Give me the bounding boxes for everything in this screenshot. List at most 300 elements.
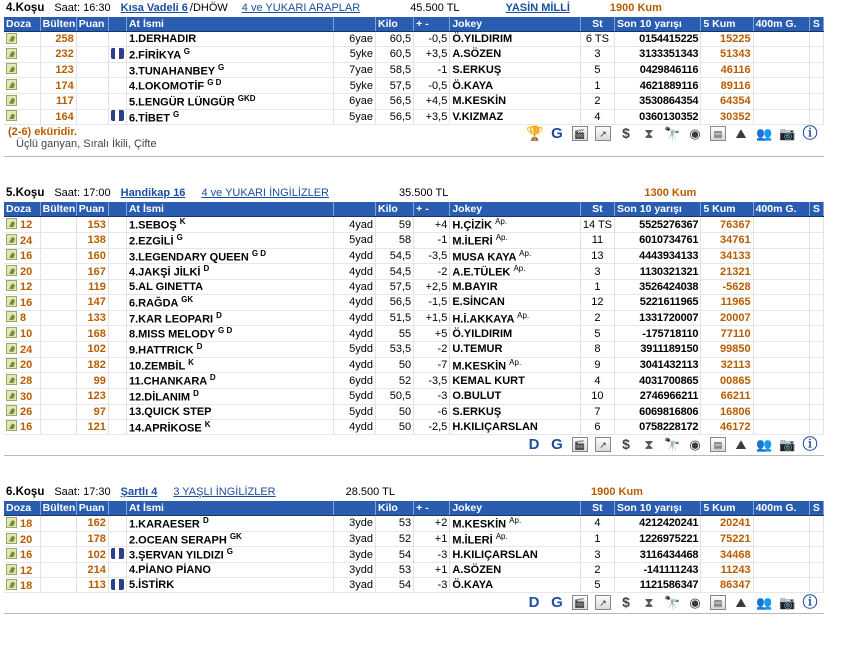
cell-jockey[interactable]: O.BULUT xyxy=(450,388,581,404)
tool-icon-row xyxy=(4,593,824,613)
cell-400m xyxy=(753,388,809,404)
cell-jockey[interactable]: M.İLERİ $^{Ap.}$ xyxy=(450,531,581,547)
cell-5kum: 34761 xyxy=(701,232,753,248)
cell-diff: -3 xyxy=(414,578,450,593)
cell-diff: +3,5 xyxy=(414,47,450,63)
table-row[interactable] xyxy=(4,578,824,593)
cell-jockey[interactable]: H.ÇİZİK $^{Ap.}$ xyxy=(450,217,581,233)
column-header[interactable]: + - xyxy=(414,202,450,217)
column-header[interactable]: Puan xyxy=(76,17,108,32)
horse-icon xyxy=(6,79,17,90)
cell-doza xyxy=(4,93,40,109)
d-icon[interactable]: D xyxy=(528,594,540,612)
table-row[interactable] xyxy=(4,264,824,280)
calculator-icon[interactable]: ▤ xyxy=(710,437,726,452)
dollar-icon[interactable]: $ xyxy=(622,594,630,611)
column-header[interactable]: Jokey xyxy=(450,501,581,516)
cell-silk xyxy=(108,531,126,547)
cell-puan: 178 xyxy=(76,531,108,547)
cell-silk xyxy=(108,93,126,109)
column-header[interactable]: At İsmi xyxy=(126,501,333,516)
horse-icon xyxy=(6,249,17,260)
cell-400m xyxy=(753,516,809,532)
cell-horse-name[interactable]: 9.HATTRICK $^D$ xyxy=(126,341,333,357)
cell-silk xyxy=(108,404,126,419)
race-note-secondary: Üçlü ganyan, Sıralı İkili, Çifte xyxy=(16,138,157,151)
column-header[interactable]: 5 Kum xyxy=(701,501,753,516)
table-row[interactable] xyxy=(4,388,824,404)
cell-silk xyxy=(108,357,126,373)
cell-puan: 97 xyxy=(76,404,108,419)
column-header[interactable]: Bülten xyxy=(40,501,76,516)
cell-start: 3 xyxy=(580,547,614,563)
cell-horse-name[interactable]: 5.LENGÜR LÜNGÜR $^{GKD}$ xyxy=(126,93,333,109)
table-row[interactable] xyxy=(4,373,824,389)
column-header[interactable]: 5 Kum xyxy=(701,202,753,217)
camera-icon[interactable]: 📷 xyxy=(779,595,796,611)
cell-horse-name[interactable]: 5.AL GINETTA xyxy=(126,279,333,294)
expand-icon[interactable]: ↗ xyxy=(595,437,611,452)
column-header[interactable]: At İsmi xyxy=(126,17,333,32)
cell-last10: 0758228172 xyxy=(615,419,701,435)
cell-5kum: 76367 xyxy=(701,217,753,233)
cell-puan: 138 xyxy=(76,232,108,248)
cell-last10: 1121586347 xyxy=(615,578,701,593)
dollar-icon[interactable]: $ xyxy=(622,125,630,142)
binocular-icon[interactable]: 🔭 xyxy=(664,437,681,453)
camera-icon[interactable]: 📷 xyxy=(779,437,796,453)
cell-horse-name[interactable]: 6.RAĞDA $^{GK}$ xyxy=(126,294,333,310)
column-header[interactable]: Son 10 yarışı xyxy=(615,202,701,217)
race-time: Saat: 16:30 xyxy=(54,2,111,14)
race-type-link[interactable]: Şartlı 4 xyxy=(120,486,158,499)
cell-jockey[interactable]: M.KESKİN $^{Ap.}$ xyxy=(450,357,581,373)
cell-silk xyxy=(108,62,126,78)
cell-age: 4ydd xyxy=(333,248,375,264)
table-row[interactable] xyxy=(4,62,824,78)
column-header[interactable] xyxy=(108,17,126,32)
cell-bulten xyxy=(40,279,76,294)
cell-horse-name[interactable]: 11.CHANKARA $^D$ xyxy=(126,373,333,389)
cell-doza: 24 xyxy=(4,341,40,357)
cell-bulten: 123 xyxy=(40,62,76,78)
video-icon[interactable]: 🎬 xyxy=(572,595,588,610)
column-header[interactable]: Son 10 yarışı xyxy=(615,501,701,516)
divider xyxy=(4,613,824,614)
horse-icon xyxy=(6,405,17,416)
column-header[interactable]: Son 10 yarışı xyxy=(615,17,701,32)
cell-bulten: 232 xyxy=(40,47,76,63)
cell-last10: 5525276367 xyxy=(615,217,701,233)
cell-doza xyxy=(4,32,40,47)
column-header[interactable] xyxy=(108,501,126,516)
cell-age: 6yae xyxy=(333,93,375,109)
google-icon[interactable]: G xyxy=(551,594,563,612)
table-row[interactable] xyxy=(4,93,824,109)
cell-400m xyxy=(753,419,809,435)
table-row[interactable] xyxy=(4,248,824,264)
cell-5kum: 46172 xyxy=(701,419,753,435)
race-distance: 1300 Kum xyxy=(644,187,697,200)
cell-horse-name[interactable]: 4.LOKOMOTİF $^{G D}$ xyxy=(126,78,333,94)
cell-jockey[interactable]: Ö.YILDIRIM xyxy=(450,326,581,342)
cell-age: 5ydd xyxy=(333,388,375,404)
cell-horse-name[interactable]: 10.ZEMBİL $^K$ xyxy=(126,357,333,373)
cell-jockey[interactable]: S.ERKUŞ xyxy=(450,62,581,78)
google-icon[interactable]: G xyxy=(551,436,563,454)
race-group-link[interactable]: 4 ve YUKARI İNGİLİZLER xyxy=(201,187,330,200)
cell-horse-name[interactable]: 4.PİANO PİANO xyxy=(126,563,333,578)
google-icon[interactable]: G xyxy=(551,125,563,143)
expand-icon[interactable]: ↗ xyxy=(595,595,611,610)
column-header[interactable]: S xyxy=(809,501,823,516)
column-header[interactable]: St xyxy=(580,501,614,516)
cell-weight: 56,5 xyxy=(376,294,414,310)
cell-puan xyxy=(76,93,108,109)
table-row[interactable] xyxy=(4,232,824,248)
binocular-icon[interactable]: 🔭 xyxy=(664,595,681,611)
horse-icon xyxy=(6,343,17,354)
people-icon[interactable]: 👥 xyxy=(756,126,773,142)
table-row[interactable] xyxy=(4,326,824,342)
cell-horse-name[interactable]: 1.SEBOŞ $^K$ xyxy=(126,217,333,233)
cell-weight: 58 xyxy=(376,232,414,248)
cell-5kum: 89116 xyxy=(701,78,753,94)
cell-weight: 55 xyxy=(376,326,414,342)
video-icon[interactable]: 🎬 xyxy=(572,437,588,452)
cell-horse-name[interactable]: 12.DİLANIM $^D$ xyxy=(126,388,333,404)
cell-silk xyxy=(108,47,126,63)
cell-bulten xyxy=(40,419,76,435)
wheel-icon[interactable]: ◉ xyxy=(689,437,701,453)
horse-icon xyxy=(6,265,17,276)
cell-horse-name[interactable]: 1.DERHADIR xyxy=(126,32,333,47)
cell-doza xyxy=(4,47,40,63)
table-row[interactable] xyxy=(4,47,824,63)
horse-icon xyxy=(6,390,17,401)
info-icon[interactable]: ⓘ xyxy=(802,594,818,612)
race-spacer xyxy=(0,157,854,185)
column-header[interactable] xyxy=(108,202,126,217)
cell-jockey[interactable]: S.ERKUŞ xyxy=(450,404,581,419)
cell-jockey[interactable]: Ö.KAYA xyxy=(450,578,581,593)
table-row[interactable] xyxy=(4,563,824,578)
cell-horse-name[interactable]: 14.APRİKOSE $^K$ xyxy=(126,419,333,435)
cell-start: 5 xyxy=(580,326,614,342)
cell-5kum: 11965 xyxy=(701,294,753,310)
cell-last10: 5221611965 xyxy=(615,294,701,310)
cell-jockey[interactable]: MUSA KAYA $^{Ap.}$ xyxy=(450,248,581,264)
cell-puan xyxy=(76,47,108,63)
d-icon[interactable]: D xyxy=(528,436,540,454)
cell-weight: 53,5 xyxy=(376,341,414,357)
column-header[interactable] xyxy=(333,501,375,516)
race-name: 4.Koşu xyxy=(6,2,45,14)
cell-doza: 12 xyxy=(4,563,40,578)
cell-s xyxy=(809,232,823,248)
expand-icon[interactable]: ↗ xyxy=(595,126,611,141)
cell-horse-name[interactable]: 2.FİRİKYA $^G$ xyxy=(126,47,333,63)
hourglass-icon[interactable]: ⧗ xyxy=(644,126,654,142)
cell-jockey[interactable]: H.KILIÇARSLAN xyxy=(450,419,581,435)
cell-age: 5ydd xyxy=(333,404,375,419)
cell-jockey[interactable]: M.BAYIR xyxy=(450,279,581,294)
cell-start: 2 xyxy=(580,93,614,109)
cell-5kum: 11243 xyxy=(701,563,753,578)
cell-jockey[interactable]: U.TEMUR xyxy=(450,341,581,357)
column-header[interactable]: + - xyxy=(414,501,450,516)
column-header[interactable]: Kilo xyxy=(376,202,414,217)
cell-last10: 3041432113 xyxy=(615,357,701,373)
cell-start: 6 TS xyxy=(580,32,614,47)
cell-horse-name[interactable]: 7.KAR LEOPARI $^D$ xyxy=(126,310,333,326)
column-header[interactable]: Kilo xyxy=(376,17,414,32)
race-group-link[interactable]: 3 YAŞLI İNGİLİZLER xyxy=(173,486,276,499)
cell-age: 5yae xyxy=(333,109,375,125)
cell-weight: 56,5 xyxy=(376,109,414,125)
dollar-icon[interactable]: $ xyxy=(622,436,630,453)
cell-s xyxy=(809,373,823,389)
column-header[interactable]: 5 Kum xyxy=(701,17,753,32)
column-header[interactable]: S xyxy=(809,202,823,217)
table-row[interactable] xyxy=(4,404,824,419)
cell-age: 3yde xyxy=(333,547,375,563)
table-row[interactable] xyxy=(4,419,824,435)
hourglass-icon[interactable]: ⧗ xyxy=(644,437,654,453)
race-type-link[interactable]: Handikap 16 xyxy=(120,187,186,200)
race-type-link[interactable]: Kısa Vadeli 6 xyxy=(120,2,188,14)
hourglass-icon[interactable]: ⧗ xyxy=(644,595,654,611)
column-header[interactable]: Puan xyxy=(76,501,108,516)
cell-horse-name[interactable]: 6.TİBET $^G$ xyxy=(126,109,333,125)
cell-age: 5ydd xyxy=(333,341,375,357)
cell-s xyxy=(809,341,823,357)
video-icon[interactable]: 🎬 xyxy=(572,126,588,141)
cell-age: 5yad xyxy=(333,232,375,248)
table-row[interactable] xyxy=(4,341,824,357)
column-header[interactable]: + - xyxy=(414,17,450,32)
cell-s xyxy=(809,294,823,310)
table-row[interactable] xyxy=(4,547,824,563)
horse-icon xyxy=(6,548,17,559)
cell-doza: 20 xyxy=(4,264,40,280)
cell-jockey[interactable]: M.KESKİN xyxy=(450,93,581,109)
cell-diff: -3 xyxy=(414,388,450,404)
cell-diff: +3,5 xyxy=(414,109,450,125)
column-header[interactable]: St xyxy=(580,202,614,217)
cell-jockey[interactable]: H.KILIÇARSLAN xyxy=(450,547,581,563)
cell-jockey[interactable]: V.KIZMAZ xyxy=(450,109,581,125)
cell-jockey[interactable]: Ö.KAYA xyxy=(450,78,581,94)
cell-puan: 133 xyxy=(76,310,108,326)
column-header[interactable]: Jokey xyxy=(450,202,581,217)
column-header[interactable]: Bülten xyxy=(40,17,76,32)
horse-icon xyxy=(6,564,17,575)
cell-puan: 160 xyxy=(76,248,108,264)
table-row[interactable] xyxy=(4,531,824,547)
column-header[interactable]: Kilo xyxy=(376,501,414,516)
cell-age: 4yad xyxy=(333,217,375,233)
column-header[interactable]: At İsmi xyxy=(126,202,333,217)
cell-horse-name[interactable]: 8.MISS MELODY $^{G D}$ xyxy=(126,326,333,342)
cell-last10: 3526424038 xyxy=(615,279,701,294)
cell-400m xyxy=(753,294,809,310)
cell-5kum: 34468 xyxy=(701,547,753,563)
cell-horse-name[interactable]: 2.EZGİLİ $^G$ xyxy=(126,232,333,248)
column-header[interactable]: Bülten xyxy=(40,202,76,217)
cell-diff: +4 xyxy=(414,217,450,233)
race-header xyxy=(4,0,824,17)
column-header[interactable]: 400m G. xyxy=(753,501,809,516)
cell-s xyxy=(809,310,823,326)
race-time: Saat: 17:30 xyxy=(54,486,111,499)
cell-start: 9 xyxy=(580,357,614,373)
cell-age: 6ydd xyxy=(333,373,375,389)
cell-start: 4 xyxy=(580,373,614,389)
people-icon[interactable]: 👥 xyxy=(756,437,773,453)
cell-bulten: 164 xyxy=(40,109,76,125)
column-header[interactable]: 400m G. xyxy=(753,17,809,32)
cell-5kum: 75221 xyxy=(701,531,753,547)
cell-jockey[interactable]: M.İLERİ $^{Ap.}$ xyxy=(450,232,581,248)
column-header[interactable]: St xyxy=(580,17,614,32)
column-header[interactable]: 400m G. xyxy=(753,202,809,217)
race-dhow: /DHÖW xyxy=(189,2,228,14)
cell-silk xyxy=(108,388,126,404)
cell-jockey[interactable]: KEMAL KURT xyxy=(450,373,581,389)
cell-s xyxy=(809,578,823,593)
cell-doza: 16 xyxy=(4,547,40,563)
race-group-link[interactable]: 4 ve YUKARI ARAPLAR xyxy=(241,2,361,14)
cell-s xyxy=(809,62,823,78)
cell-age: 4ydd xyxy=(333,419,375,435)
cell-diff: -1 xyxy=(414,62,450,78)
cell-s xyxy=(809,547,823,563)
cell-silk xyxy=(108,109,126,125)
cell-jockey[interactable]: A.E.TÜLEK $^{Ap.}$ xyxy=(450,264,581,280)
cell-weight: 50 xyxy=(376,419,414,435)
cell-weight: 57,5 xyxy=(376,78,414,94)
cell-horse-name[interactable]: 5.İSTİRK xyxy=(126,578,333,593)
cell-diff: +2 xyxy=(414,516,450,532)
cell-puan: 121 xyxy=(76,419,108,435)
column-header[interactable]: Jokey xyxy=(450,17,581,32)
column-header[interactable]: S xyxy=(809,17,823,32)
cell-5kum: -5628 xyxy=(701,279,753,294)
calculator-icon[interactable]: ▤ xyxy=(710,595,726,610)
wheel-icon[interactable]: ◉ xyxy=(689,595,701,611)
runners-table xyxy=(4,202,824,435)
column-header[interactable]: Doza xyxy=(4,17,40,32)
binocular-icon[interactable]: 🔭 xyxy=(664,126,681,142)
cell-horse-name[interactable]: 3.LEGENDARY QUEEN $^{G D}$ xyxy=(126,248,333,264)
cell-horse-name[interactable]: 13.QUICK STEP xyxy=(126,404,333,419)
cell-weight: 50 xyxy=(376,357,414,373)
cell-diff: -1,5 xyxy=(414,294,450,310)
table-row[interactable] xyxy=(4,357,824,373)
cell-bulten xyxy=(40,547,76,563)
cell-puan xyxy=(76,109,108,125)
table-row[interactable] xyxy=(4,279,824,294)
cell-silk xyxy=(108,32,126,47)
cell-5kum: 77110 xyxy=(701,326,753,342)
column-header[interactable] xyxy=(333,17,375,32)
cell-horse-name[interactable]: 1.KARAESER $^D$ xyxy=(126,516,333,532)
calculator-icon[interactable]: ▤ xyxy=(710,126,726,141)
cell-400m xyxy=(753,232,809,248)
horse-icon xyxy=(6,579,17,590)
race-sponsor-link[interactable]: YASİN MİLLİ xyxy=(505,2,570,14)
trophy-icon[interactable]: 🏆 xyxy=(526,125,544,142)
cell-bulten xyxy=(40,310,76,326)
table-row[interactable] xyxy=(4,109,824,125)
cell-doza: 28 xyxy=(4,373,40,389)
table-row[interactable] xyxy=(4,217,824,233)
cell-puan: 182 xyxy=(76,357,108,373)
cell-horse-name[interactable]: 3.ŞERVAN YILDIZI $^G$ xyxy=(126,547,333,563)
horse-icon xyxy=(6,234,17,245)
people-icon[interactable]: 👥 xyxy=(756,595,773,611)
cell-age: 6yae xyxy=(333,32,375,47)
cell-weight: 60,5 xyxy=(376,47,414,63)
race-prize: 28.500 TL xyxy=(345,486,395,499)
table-row[interactable] xyxy=(4,516,824,532)
cell-horse-name[interactable]: 4.JAKŞİ JİLKİ $^D$ xyxy=(126,264,333,280)
cell-puan xyxy=(76,78,108,94)
cell-last10: 1331720007 xyxy=(615,310,701,326)
wheel-icon[interactable]: ◉ xyxy=(689,126,701,142)
camera-icon[interactable]: 📷 xyxy=(779,126,796,142)
cell-jockey[interactable]: E.SİNCAN xyxy=(450,294,581,310)
cell-age: 3yad xyxy=(333,531,375,547)
cell-jockey[interactable]: Ö.YILDIRIM xyxy=(450,32,581,47)
tool-icon-row xyxy=(526,126,818,141)
cell-horse-name[interactable]: 2.OCEAN SERAPH $^{GK}$ xyxy=(126,531,333,547)
horse-icon xyxy=(6,48,17,59)
mountain-icon[interactable]: ⛰ xyxy=(735,437,747,453)
cell-silk xyxy=(108,294,126,310)
table-row[interactable] xyxy=(4,310,824,326)
cell-jockey[interactable]: M.KESKİN $^{Ap.}$ xyxy=(450,516,581,532)
cell-last10: 6010734761 xyxy=(615,232,701,248)
cell-5kum: 51343 xyxy=(701,47,753,63)
cell-bulten xyxy=(40,373,76,389)
column-header[interactable]: Doza xyxy=(4,202,40,217)
column-header[interactable] xyxy=(333,202,375,217)
column-header[interactable]: Puan xyxy=(76,202,108,217)
cell-horse-name[interactable]: 3.TUNAHANBEY $^G$ xyxy=(126,62,333,78)
cell-diff: -2 xyxy=(414,341,450,357)
column-header[interactable]: Doza xyxy=(4,501,40,516)
cell-start: 10 xyxy=(580,388,614,404)
cell-jockey[interactable]: A.SÖZEN xyxy=(450,563,581,578)
mountain-icon[interactable]: ⛰ xyxy=(735,126,747,142)
table-row[interactable] xyxy=(4,32,824,47)
cell-jockey[interactable]: A.SÖZEN xyxy=(450,47,581,63)
info-icon[interactable]: ⓘ xyxy=(802,436,818,454)
cell-diff: -6 xyxy=(414,404,450,419)
cell-bulten xyxy=(40,264,76,280)
cell-silk xyxy=(108,232,126,248)
cell-jockey[interactable]: H.İ.AKKAYA $^{Ap.}$ xyxy=(450,310,581,326)
cell-doza: 16 xyxy=(4,419,40,435)
cell-last10: 0154415225 xyxy=(615,32,701,47)
table-row[interactable] xyxy=(4,294,824,310)
table-row[interactable] xyxy=(4,78,824,94)
cell-puan: 119 xyxy=(76,279,108,294)
info-icon[interactable]: ⓘ xyxy=(802,125,818,143)
mountain-icon[interactable]: ⛰ xyxy=(735,595,747,611)
